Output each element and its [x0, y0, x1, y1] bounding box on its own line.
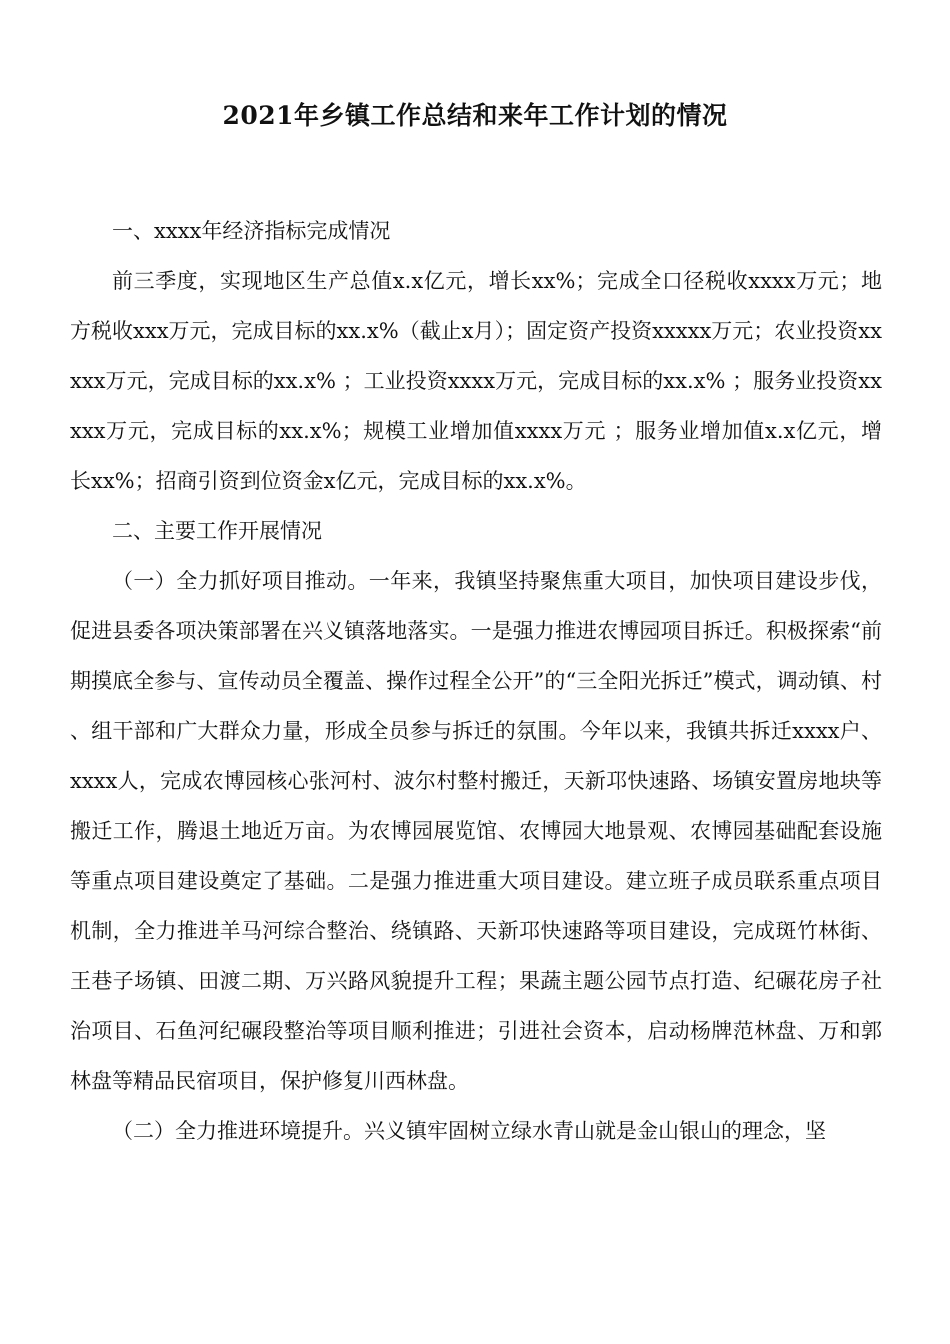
- paragraph-project-promotion: （一）全力抓好项目推动。一年来，我镇坚持聚焦重大项目，加快项目建设步伐，促进县委各项决策部署在兴义镇落地落实。一是强力推进农博园项目拆迁。积极探索“前期摸底全参与、宣传动员全覆盖、操作过程全公开”的“三全阳光拆迁”模式，调动镇、村、组干部和广大群众力量，形成全员参与拆迁的氛围。今年以来，我镇共拆迁xxxx户、xxxx人，完成农博园核心张河村、波尔村整村搬迁，天新邛快速路、场镇安置房地块等搬迁工作，腾退土地近万亩。为农博园展览馆、农博园大地景观、农博园基础配套设施等重点项目建设奠定了基础。二是强力推进重大项目建设。建立班子成员联系重点项目机制，全力推进羊马河综合整治、绕镇路、天新邛快速路等项目建设，完成斑竹林街、王巷子场镇、田渡二期、万兴路风貌提升工程；果蔬主题公园节点打造、纪碾花房子社治项目、石鱼河纪碾段整治等项目顺利推进；引进社会资本，启动杨牌范林盘、万和郭林盘等精品民宿项目，保护修复川西林盘。: [70, 569, 882, 1093]
- paragraph-environment-improvement: （二）全力推进环境提升。兴义镇牢固树立绿水青山就是金山银山的理念，坚: [112, 1119, 826, 1143]
- section-heading-2: 二、主要工作开展情况: [112, 519, 322, 543]
- paragraph-economic-indicators: 前三季度，实现地区生产总值x.x亿元，增长xx%；完成全口径税收xxxx万元；地方税收xxx万元，完成目标的xx.x%（截止x月）；固定资产投资xxxxx万元；农业投资xxxxx万元，完成目标的xx.x% ；工业投资xxxx万元，完成目标的xx.x% ；服务业投资xxxxx万元，完成目标的xx.x%；规模工业增加值xxxx万元 ；服务业增加值x.x亿元，增长xx%；招商引资到位资金x亿元，完成目标的xx.x%。: [70, 269, 882, 493]
- document-body: [70, 206, 882, 1156]
- section-heading-1: 一、xxxx年经济指标完成情况: [112, 219, 391, 243]
- document-title: 2021年乡镇工作总结和来年工作计划的情况: [222, 101, 728, 130]
